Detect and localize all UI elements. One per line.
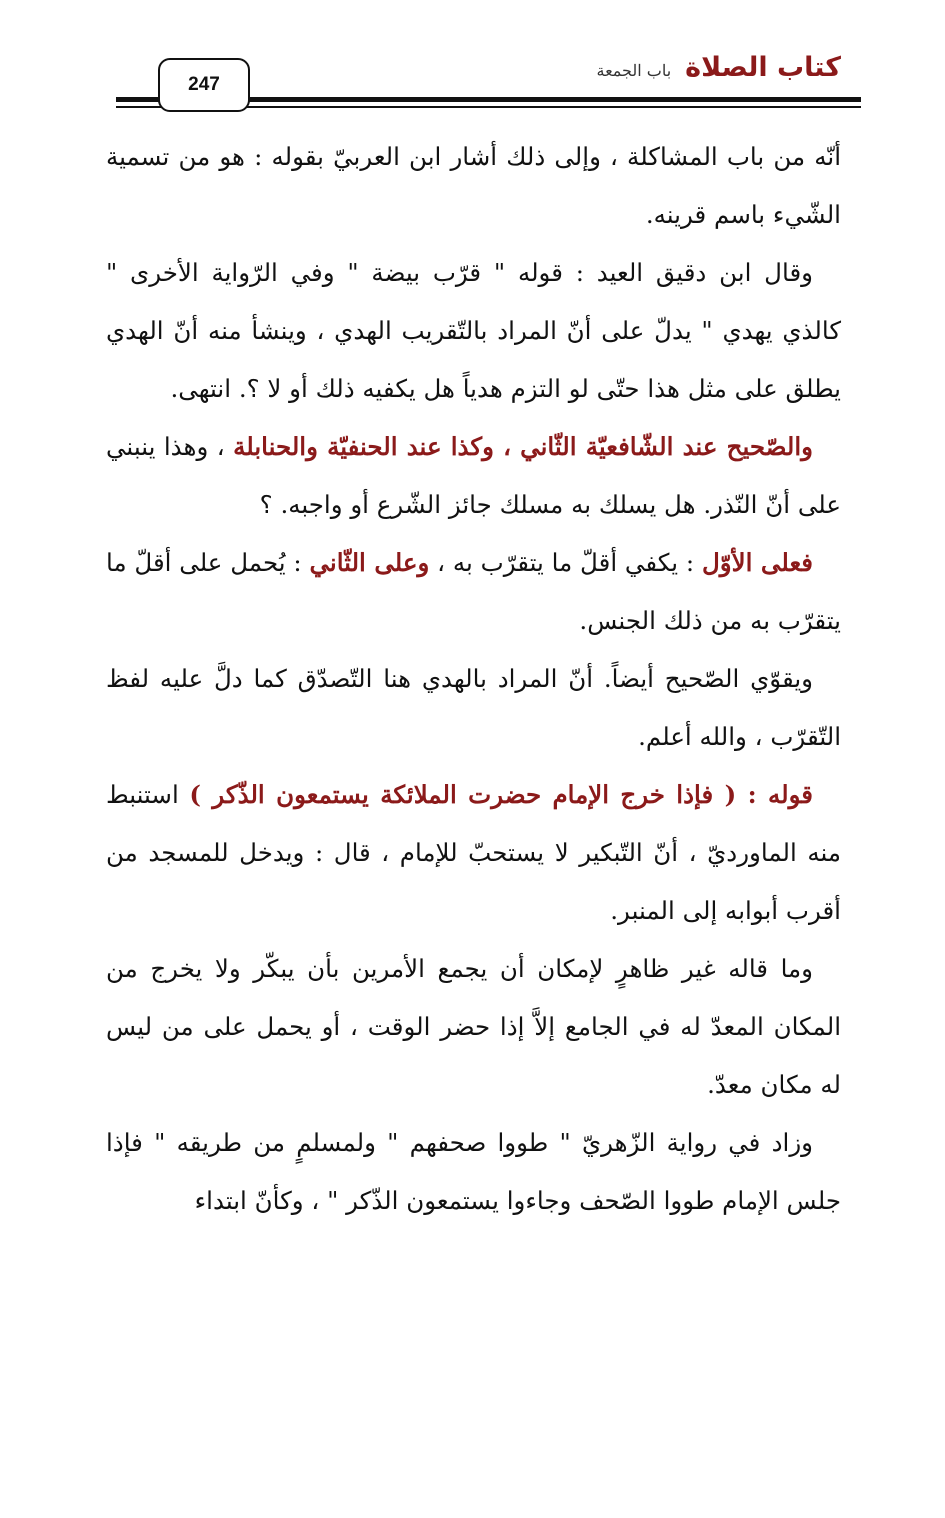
running-head — [596, 52, 841, 83]
body-text: أنّه من باب المشاكلة ، وإلى ذلك أشار ابن العربيّ بقوله : هو من تسمية الشّيء باسم قرينه. — [106, 142, 841, 229]
paragraph — [106, 128, 841, 244]
highlighted-text: والصّحيح عند الشّافعيّة الثّاني ، وكذا عند الحنفيّة والحنابلة — [233, 432, 814, 461]
paragraph — [106, 766, 841, 940]
body-text: وما قاله غير ظاهرٍ لإمكان أن يجمع الأمرين بأن يبكّر ولا يخرج من المكان المعدّ له في الجامع إلاَّ إذا حضر الوقت ، أو يحمل على من ليس له مكان معدّ. — [106, 954, 841, 1099]
page-body — [106, 128, 841, 1230]
body-text: ويقوّي الصّحيح أيضاً. أنّ المراد بالهدي هنا التّصدّق كما دلَّ عليه لفظ التّقرّب ، والله أعلم. — [106, 664, 841, 751]
highlighted-text: فعلى الأوّل — [701, 548, 813, 577]
body-text: : يُحمل على أقلّ ما يتقرّب به من ذلك الجنس. — [106, 548, 841, 635]
paragraph — [106, 534, 841, 650]
body-text: وزاد في رواية الزّهريّ " طووا صحفهم " ولمسلمٍ من طريقه " فإذا جلس الإمام طووا الصّحف وجاءوا يستمعون الذّكر " ، وكأنّ ابتداء — [106, 1128, 841, 1215]
page-header — [0, 0, 945, 120]
page-number: 247 — [158, 58, 250, 112]
body-text: وقال ابن دقيق العيد : قوله " قرّب بيضة " وفي الرّواية الأخرى " كالذي يهدي " يدلّ على أنّ المراد بالتّقريب الهدي ، وينشأ منه أنّ الهدي يطلق على مثل هذا حتّى لو التزم هدياً هل يكفيه ذلك أو لا ؟. انتهى. — [106, 258, 841, 403]
paragraph — [106, 1114, 841, 1230]
body-text: ، وهذا ينبني على أنّ النّذر. هل يسلك به مسلك جائز الشّرع أو واجبه. ؟ — [106, 432, 841, 519]
body-text: استنبط منه الماورديّ ، أنّ التّبكير لا يستحبّ للإمام ، قال : ويدخل للمسجد من أقرب أبوابه إلى المنبر. — [106, 780, 841, 925]
paragraph — [106, 244, 841, 418]
paragraph — [106, 940, 841, 1114]
paragraph — [106, 418, 841, 534]
paragraph — [106, 650, 841, 766]
book-title: كتاب الصلاة — [685, 52, 841, 83]
highlighted-text: وعلى الثّاني — [309, 548, 430, 577]
highlighted-text: قوله : ( فإذا خرج الإمام حضرت الملائكة يستمعون الذّكر ) — [189, 780, 813, 809]
body-text: : يكفي أقلّ ما يتقرّب به ، — [429, 548, 702, 577]
chapter-title: باب الجمعة — [596, 61, 672, 80]
